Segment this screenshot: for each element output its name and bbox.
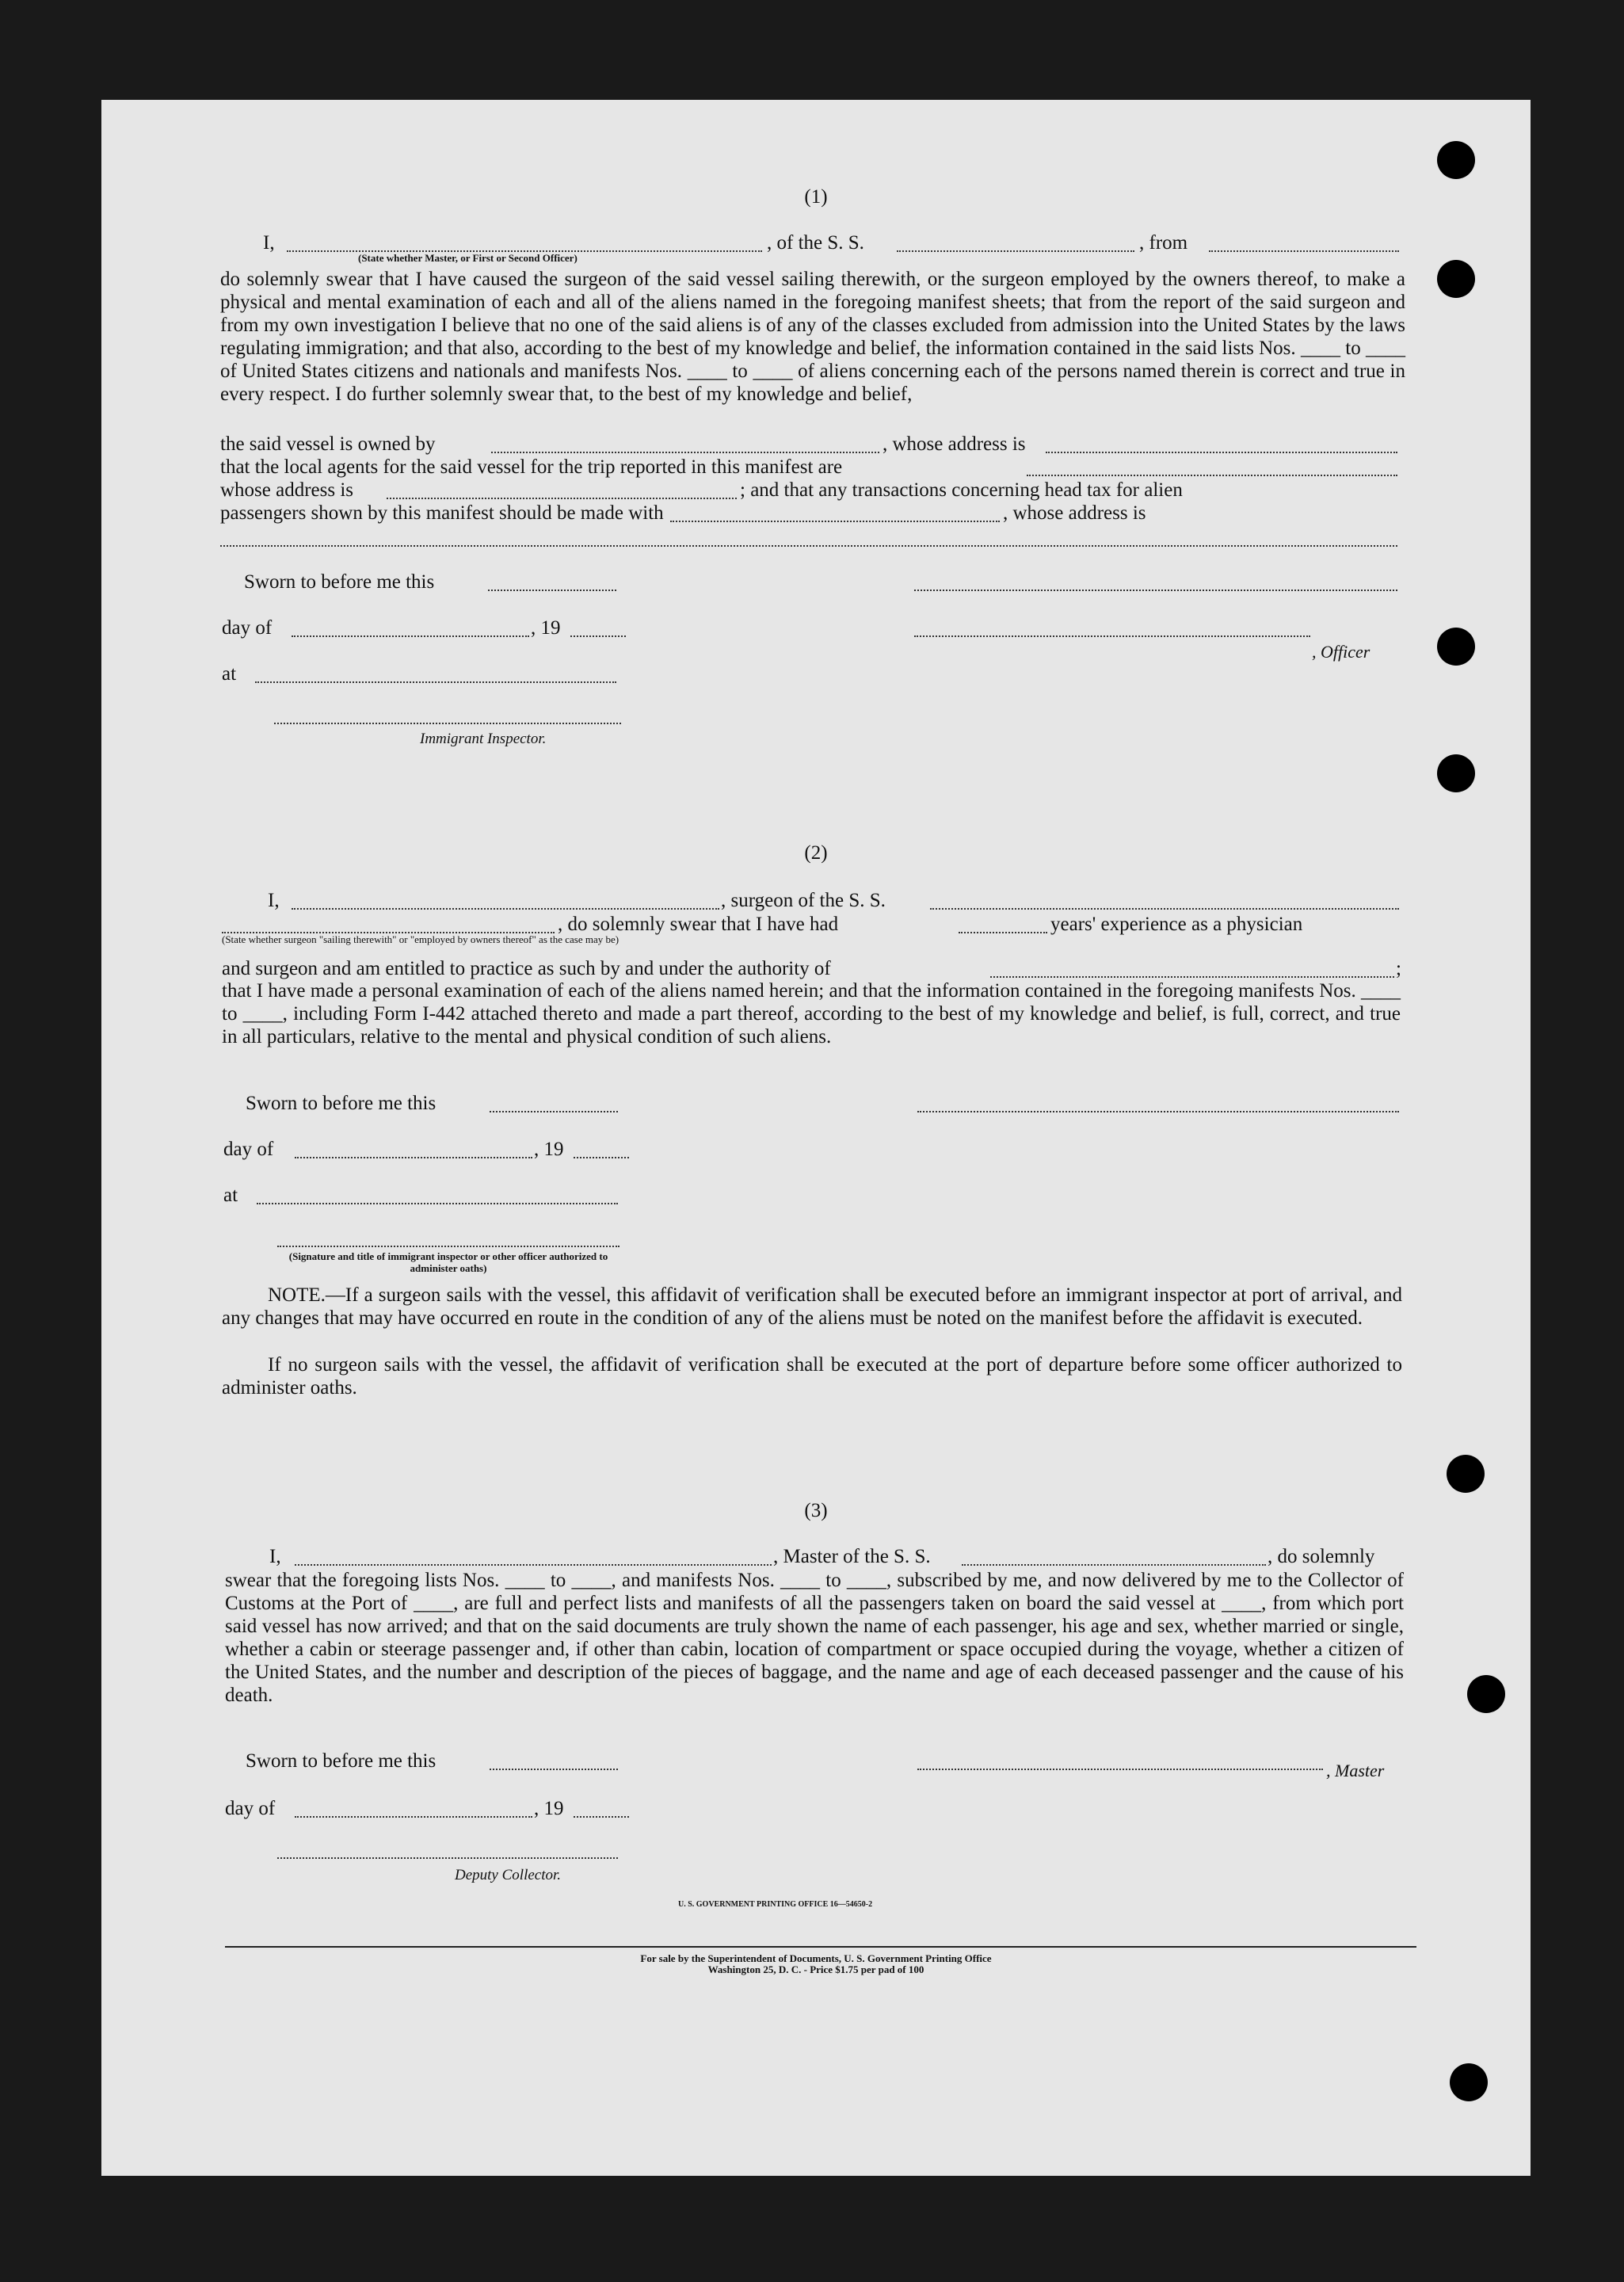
year-field-2[interactable] [574, 1157, 629, 1158]
year-label-1: , 19 [531, 617, 561, 639]
footer-rule [225, 1946, 1416, 1948]
footer-line-2: Washington 25, D. C. - Price $1.75 per pad of 100 [707, 1963, 924, 1975]
punch-hole [1467, 1675, 1505, 1713]
year-field-3[interactable] [574, 1816, 629, 1818]
owned-by-label: the said vessel is owned by [220, 433, 436, 455]
officer-signature-field[interactable] [914, 590, 1397, 591]
years-experience-field[interactable] [959, 932, 1047, 933]
at-field-2[interactable] [257, 1203, 618, 1204]
section3-body: swear that the foregoing lists Nos. ____ to ____, and manifests Nos. ____ to ____, subscribed by me, and now delivered by me to the Collector of Customs at the Port of ____, are full and perfect lists and manifests of all the passengers taken on board the said vessel at ____, from which port said vessel has now arrived; and that on the said documents are truly shown the name of each passenger, his age and sex, whether married or single, whether a cabin or steerage passenger and, if other than cabin, location of compartment or space occupied during the voyage, whether a citizen of the United States, and the number and description of the pieces of baggage, and the name and age of each deceased passenger and the cause of his death. [225, 1570, 1404, 1706]
section2-i: I, [268, 890, 280, 911]
surgeon-ship-field[interactable] [930, 908, 1399, 910]
at-label-2: at [223, 1185, 238, 1206]
authority-semicolon: ; [1396, 958, 1401, 979]
solemnly-label: , do solemnly [1268, 1546, 1375, 1567]
master-name-field[interactable] [295, 1564, 772, 1566]
section1-from: , from [1139, 232, 1188, 254]
head-tax-agent-field[interactable] [670, 521, 1000, 522]
punch-hole [1447, 1455, 1485, 1493]
sworn-day-field-3[interactable] [490, 1769, 618, 1770]
section3-i: I, [269, 1546, 281, 1567]
year-label-2: , 19 [534, 1139, 564, 1160]
note-master: (State whether Master, or First or Second Officer) [358, 252, 578, 264]
signature-note: (Signature and title of immigrant inspector or other officer authorized to administer oaths) [288, 1250, 608, 1274]
sworn-label-2: Sworn to before me this [246, 1093, 436, 1114]
agents-address-label: whose address is [220, 479, 354, 501]
passengers-label: passengers shown by this manifest should be made with [220, 502, 664, 524]
section1-of-ss: , of the S. S. [767, 232, 864, 254]
officer-title-field[interactable] [914, 635, 1310, 637]
punch-hole [1450, 2063, 1488, 2101]
officer-oath-signature-field[interactable] [277, 1246, 619, 1247]
note-paragraph-1: NOTE.—If a surgeon sails with the vessel, this affidavit of verification shall be executed before an immigrant inspector at port of arrival, and any changes that may have occurred en route in the condition of any of the aliens must be noted on the manifest before the affidavit is executed. [222, 1284, 1402, 1329]
agents-label: that the local agents for the said vessel for the trip reported in this manifest are [220, 456, 843, 478]
punch-hole [1437, 628, 1475, 666]
master-ship-field[interactable] [962, 1564, 1266, 1566]
sworn-day-field-2[interactable] [490, 1111, 618, 1112]
sworn-label-1: Sworn to before me this [244, 571, 435, 593]
day-of-field-1[interactable] [292, 635, 529, 637]
form-page [101, 100, 1531, 2176]
authority-field[interactable] [990, 976, 1394, 978]
at-field-1[interactable] [255, 681, 616, 683]
footer-line-1: For sale by the Superintendent of Documents, U. S. Government Printing Office [640, 1952, 992, 1964]
section2-body: that I have made a personal examination of each of the aliens named herein; and that the information contained in the foregoing manifests Nos. ____ to ____, including Form I-442 attached thereto and made a part thereof, according to the best of my knowledge and belief, is full, correct, and true in all particulars, relative to the mental and physical condition of such aliens. [222, 980, 1401, 1048]
sworn-label-3: Sworn to before me this [246, 1750, 436, 1772]
collector-label: Deputy Collector. [455, 1867, 562, 1883]
owner-field[interactable] [491, 452, 879, 453]
years-label: years' experience as a physician [1050, 914, 1303, 935]
inspector-label: Immigrant Inspector. [420, 731, 547, 747]
master-signature-field[interactable] [917, 1769, 1323, 1770]
day-of-label-2: day of [223, 1139, 274, 1160]
owner-address-label: , whose address is [883, 433, 1026, 455]
ship-name-field[interactable] [897, 250, 1134, 252]
surgeon-signature-field[interactable] [917, 1111, 1399, 1112]
master-label: , Master [1326, 1761, 1385, 1780]
punch-hole [1437, 754, 1475, 792]
day-of-label-3: day of [225, 1798, 276, 1819]
agents-field[interactable] [1027, 475, 1397, 476]
section3-number: (3) [804, 1500, 828, 1521]
note-surgeon: (State whether surgeon "sailing therewith" or "employed by owners thereof" as the case may be) [222, 933, 619, 945]
collector-signature-field[interactable] [277, 1857, 618, 1859]
surgeon-of-label: , surgeon of the S. S. [721, 890, 886, 911]
surgeon-swear-label: , do solemnly swear that I have had [558, 914, 839, 935]
authority-label: and surgeon and am entitled to practice as such by and under the authority of [222, 958, 831, 979]
head-tax-text: ; and that any transactions concerning head tax for alien [740, 479, 1183, 501]
master-of-label: , Master of the S. S. [773, 1546, 931, 1567]
gpo-line: U. S. GOVERNMENT PRINTING OFFICE 16—54650-2 [678, 1900, 873, 1909]
owner-address-field[interactable] [1046, 452, 1397, 453]
day-of-label-1: day of [222, 617, 273, 639]
section2-number: (2) [804, 842, 828, 864]
at-label-1: at [222, 663, 237, 685]
surgeon-name-field[interactable] [292, 908, 719, 910]
section1-number: (1) [804, 186, 828, 208]
note-paragraph-2: If no surgeon sails with the vessel, the affidavit of verification shall be executed at the port of departure before some officer authorized to administer oaths. [222, 1354, 1402, 1399]
officer-label: , Officer [1312, 642, 1370, 662]
year-field-1[interactable] [570, 635, 626, 637]
address-continuation-field[interactable] [220, 545, 1397, 547]
passengers-address-label: , whose address is [1003, 502, 1146, 524]
inspector-signature-field[interactable] [274, 723, 621, 724]
section1-i: I, [263, 232, 275, 254]
section1-body: do solemnly swear that I have caused the surgeon of the said vessel sailing therewith, or the surgeon employed by the owners thereof, to make a physical and mental examination of each and all of the aliens named in the foregoing manifest sheets; that from the report of the said surgeon and from my own investigation I believe that no one of the said aliens is of any of the classes excluded from admission into the United States by the laws regulating immigration; and that also, according to the best of my knowledge and belief, the information contained in the said lists Nos. ____ to ____ of United States citizens and nationals and manifests Nos. ____ to ____ of aliens concerning each of the persons named therein is correct and true in every respect. I do further solemnly swear that, to the best of my knowledge and belief, [220, 269, 1405, 405]
day-of-field-3[interactable] [295, 1816, 532, 1818]
punch-hole [1437, 260, 1475, 298]
punch-hole [1437, 141, 1475, 179]
port-from-field[interactable] [1209, 250, 1399, 252]
year-label-3: , 19 [534, 1798, 564, 1819]
day-of-field-2[interactable] [295, 1157, 532, 1158]
sworn-day-field-1[interactable] [488, 590, 616, 591]
agents-address-field[interactable] [387, 498, 737, 499]
